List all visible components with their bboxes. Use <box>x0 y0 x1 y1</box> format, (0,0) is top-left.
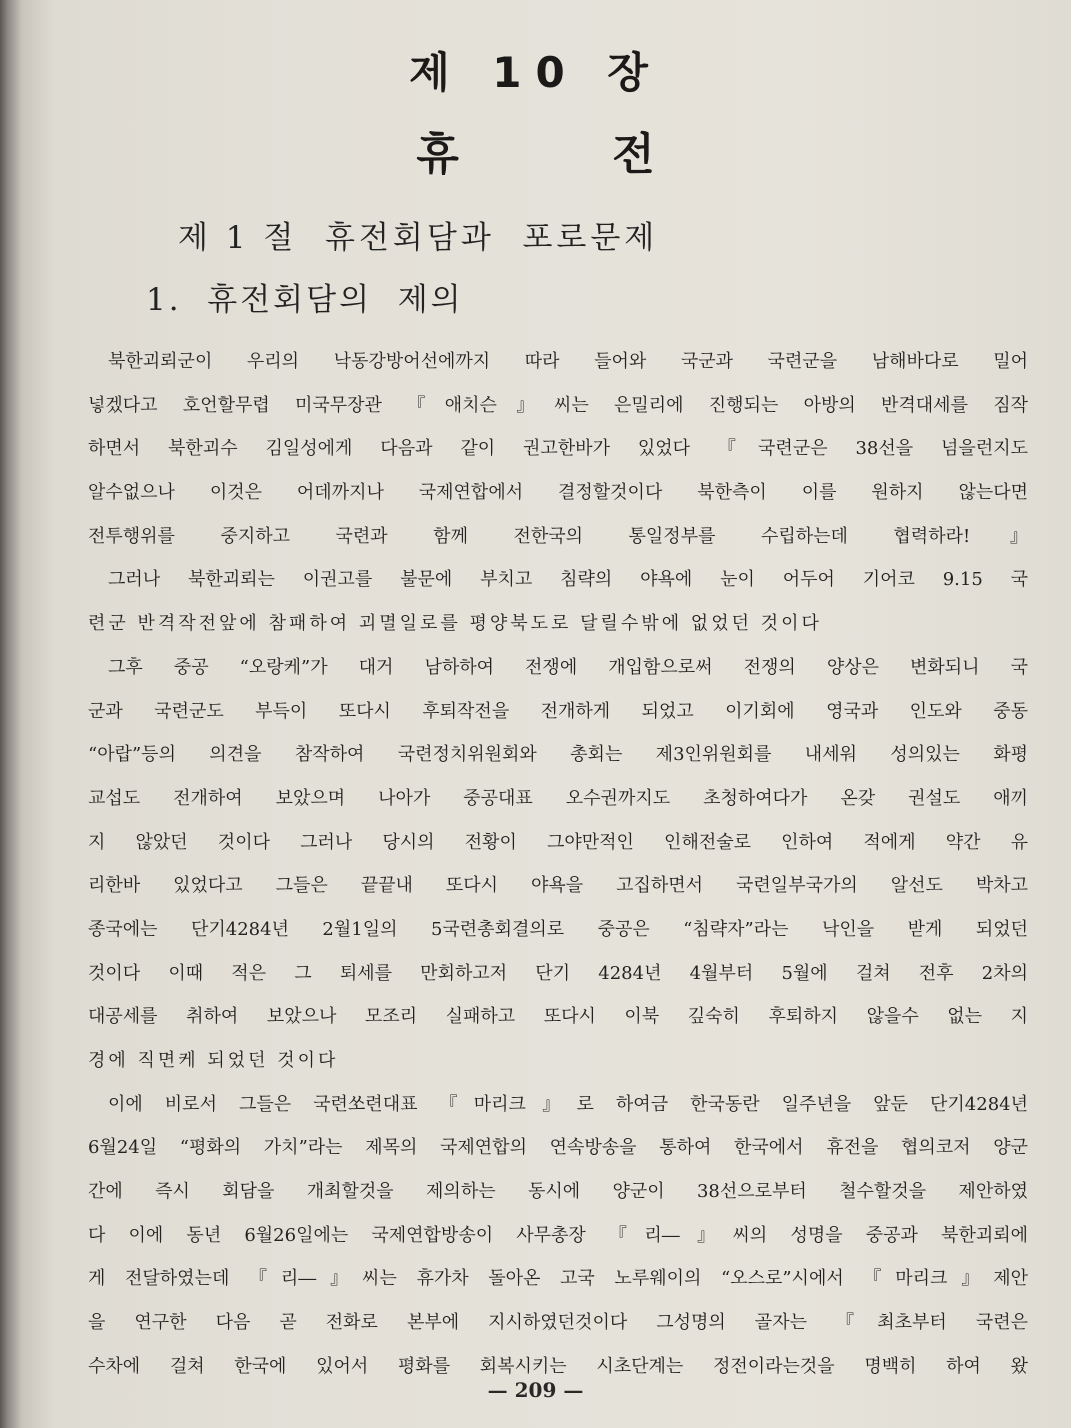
text-line: 수차에 걸쳐 한국에 있어서 평화를 회복시키는 시초단계는 정전이라는것을 명백히 하여 왔 <box>88 1355 1028 1377</box>
page-number: — 209 — <box>487 1378 584 1402</box>
text-line: 종국에는 단기4284년 2월1일의 5국련총회결의로 중공은 “침략자”라는 낙인을 받게 되었던 <box>88 918 1028 940</box>
text-line: 게 전달하였는데 『리―』씨는 휴가차 돌아온 고국 노루웨이의 “오스로”시에서 『마리크』제안 <box>88 1268 1028 1290</box>
text-line: 간에 즉시 회담을 개최할것을 제의하는 동시에 양군이 38선으로부터 철수할것을 제안하였 <box>88 1181 1028 1203</box>
text-line: 하면서 북한괴수 김일성에게 다음과 같이 권고한바가 있었다 『국련군은 38선을 넘을런지도 <box>88 438 1028 460</box>
text-line: 이에 비로서 그들은 국련쏘련대표 『마리크』로 하여금 한국동란 일주년을 앞둔 단기4284년 <box>108 1093 1028 1115</box>
text-line: “아랍”등의 의견을 참작하여 국련정치위원회와 총회는 제3인위원회를 내세워 성의있는 화평 <box>88 744 1028 766</box>
text-line: 6월24일 “평화의 가치”라는 제목의 국제연합의 연속방송을 통하여 한국에서 휴전을 협의코저 양군 <box>88 1137 1028 1159</box>
text-line: 전투행위를 중지하고 국련과 함께 전한국의 통일정부를 수립하는데 협력하라!』 <box>88 525 1028 547</box>
text-line: 것이다 이때 적은 그 퇴세를 만회하고저 단기 4284년 4월부터 5월에 걸쳐 전후 2차의 <box>88 962 1028 984</box>
text-line: 련군 반격작전앞에 참패하여 괴멸일로를 평양북도로 달릴수밖에 없었던 것이다 <box>88 613 822 635</box>
chapter-title: 휴 전 <box>416 129 655 180</box>
text-line: 을 연구한 다음 곧 전화로 본부에 지시하였던것이다 그성명의 골자는 『최초부터 국련은 <box>88 1312 1028 1334</box>
chapter-number: 제 10 장 <box>409 48 662 97</box>
text-line: 지 않았던 것이다 그러나 당시의 전황이 그야만적인 인해전술로 인하여 적에게 약간 유 <box>88 831 1028 853</box>
text-line: 넣겠다고 호언할무렵 미국무장관 『애치슨』씨는 은밀리에 진행되는 아방의 반격대세를 짐작 <box>88 394 1028 416</box>
text-line: 그러나 북한괴뢰는 이권고를 불문에 부치고 침략의 야욕에 눈이 어두어 기어코 9.15 국 <box>108 569 1028 591</box>
text-line: 다 이에 동년 6월26일에는 국제연합방송이 사무총장 『리―』씨의 성명을 중공과 북한괴뢰에 <box>88 1224 1028 1246</box>
text-line: 알수없으나 이것은 어데까지나 국제연합에서 결정할것이다 북한측이 이를 원하지 않는다면 <box>88 482 1028 504</box>
text-line: 리한바 있었다고 그들은 끝끝내 또다시 야욕을 고집하면서 국련일부국가의 알선도 박차고 <box>88 875 1028 897</box>
text-line: 그후 중공 “오랑케”가 대거 남하하여 전쟁에 개입함으로써 전쟁의 양상은 변화되니 국 <box>108 656 1028 678</box>
text-line: 군과 국련군도 부득이 또다시 후퇴작전을 전개하게 되었고 이기회에 영국과 인도와 중동 <box>88 700 1028 722</box>
text-line: 북한괴뢰군이 우리의 낙동강방어선에까지 따라 들어와 국군과 국련군을 남해바다로 밀어 <box>108 351 1028 372</box>
subsection-heading: 1. 휴전회담의 제의 <box>146 282 464 318</box>
text-line: 교섭도 전개하여 보았으며 나아가 중공대표 오수권까지도 초청하여다가 온갖 권설도 애끼 <box>88 787 1028 809</box>
body-text <box>88 340 1028 1389</box>
text-line: 경에 직면케 되었던 것이다 <box>88 1050 339 1071</box>
text-line: 대공세를 취하여 보았으나 모조리 실패하고 또다시 이북 깊숙히 후퇴하지 않을수 없는 지 <box>88 1006 1028 1028</box>
section-heading: 제 1 절 휴전회담과 포로문제 <box>178 220 659 256</box>
